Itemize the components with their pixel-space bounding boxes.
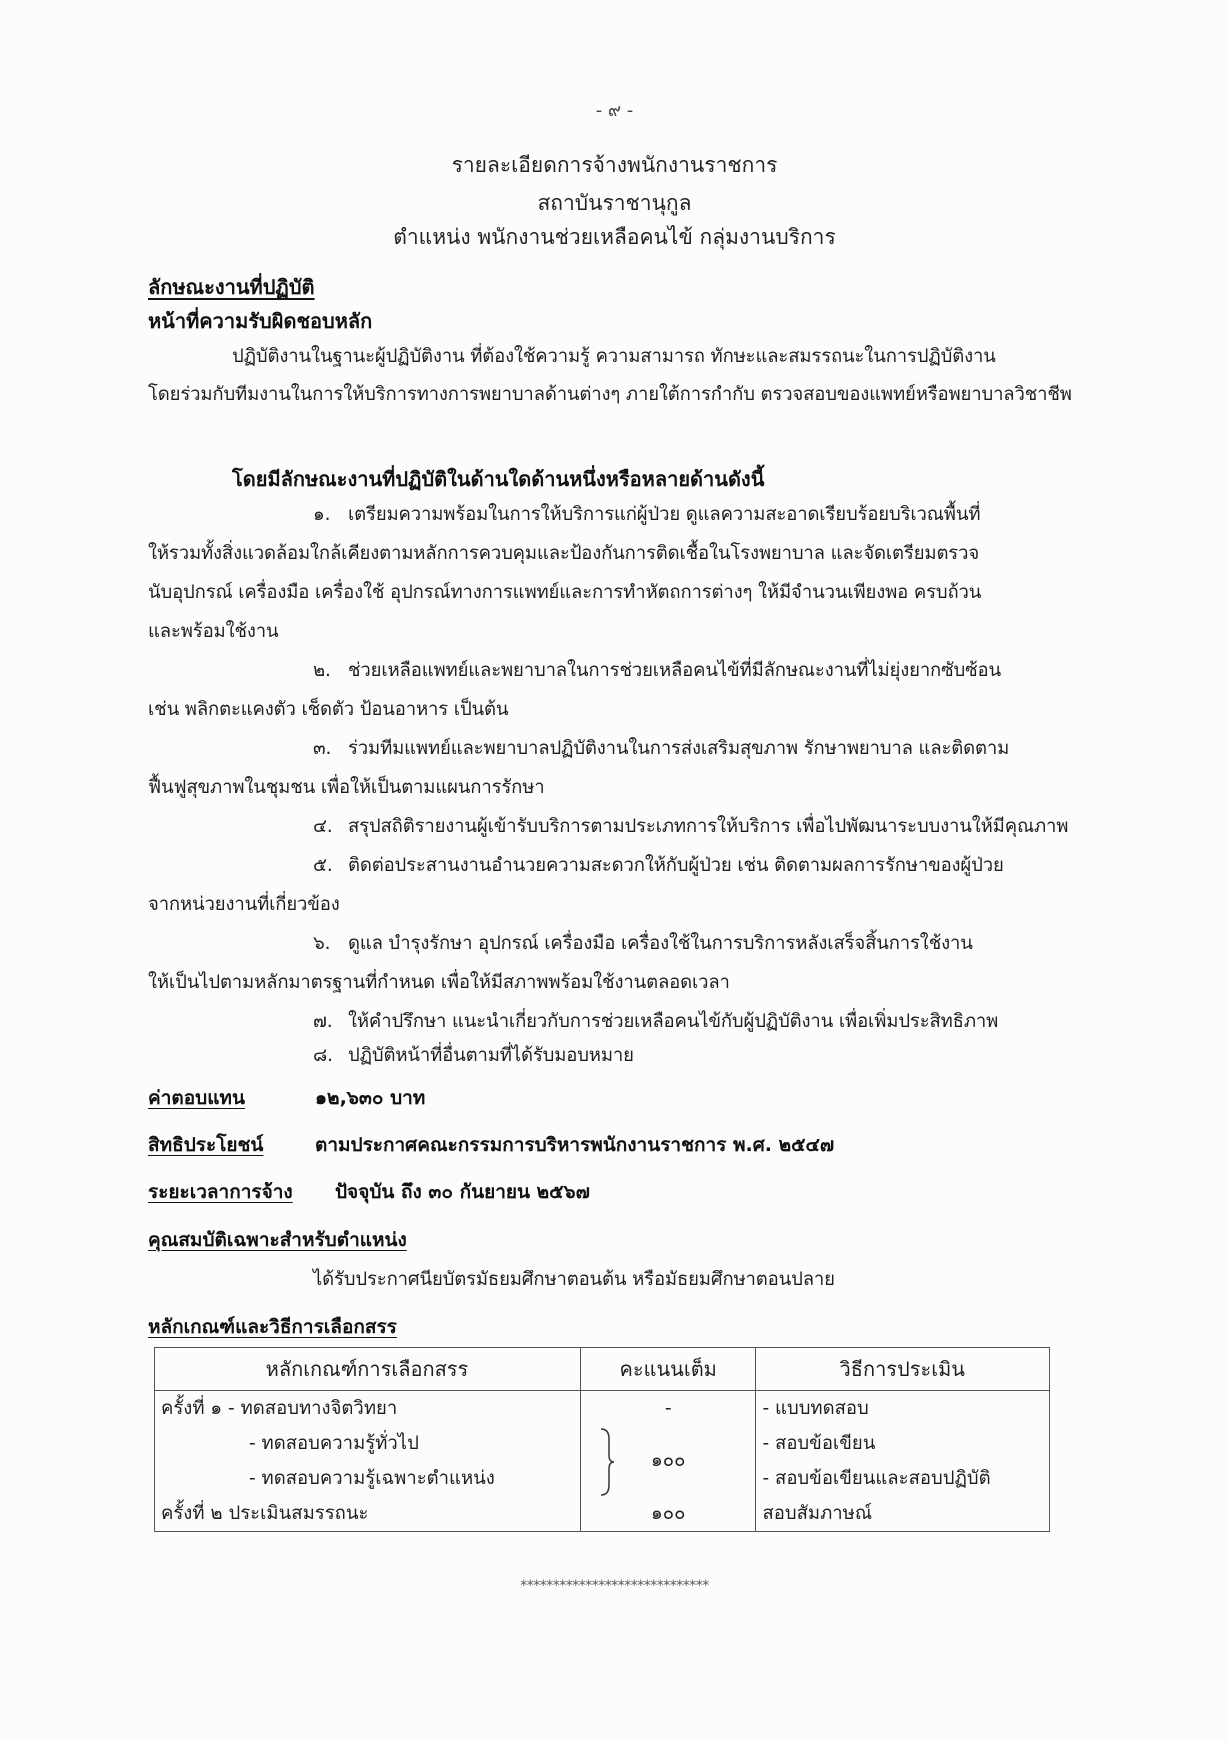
method-cell — [756, 1391, 1050, 1532]
selection-criteria-label: หลักเกณฑ์และวิธีการเลือกสรร — [148, 1316, 397, 1338]
duty-text: เช่น พลิกตะแคงตัว เช็ดตัว ป้อนอาหาร เป็นต้น — [148, 699, 509, 720]
duty-text: ร่วมทีมแพทย์และพยาบาลปฏิบัติงานในการส่งเสริมสุขภาพ รักษาพยาบาล และติดตาม — [348, 738, 1010, 759]
duty-number: ๕. — [313, 855, 333, 876]
page-number: - ๙ - — [595, 100, 634, 121]
selection-criteria-table — [154, 1347, 1050, 1532]
duty-text: สรุปสถิติรายงานผู้เข้ารับบริการตามประเภทการให้บริการ เพื่อไปพัฒนาระบบงานให้มีคุณภาพ — [348, 816, 1069, 837]
end-marker: ***************************** — [520, 1578, 709, 1594]
job-characteristics-heading: ลักษณะงานที่ปฏิบัติ — [148, 275, 315, 299]
score-cell — [580, 1391, 756, 1532]
duty-number: ๔. — [313, 816, 333, 837]
criteria-line: - ทดสอบความรู้ทั่วไป — [249, 1433, 419, 1454]
benefits-value: ตามประกาศคณะกรรมการบริหารพนักงานราชการ พ.ศ. ๒๕๔๗ — [315, 1134, 835, 1156]
method-line: - สอบข้อเขียน — [762, 1433, 876, 1454]
method-line: สอบสัมภาษณ์ — [762, 1503, 873, 1524]
criteria-line: ครั้งที่ ๒ ประเมินสมรรถนะ — [161, 1503, 369, 1524]
duty-text: ดูแล บำรุงรักษา อุปกรณ์ เครื่องมือ เครื่องใช้ในการบริการหลังเสร็จสิ้นการใช้งาน — [348, 933, 973, 954]
duty-text: ฟื้นฟูสุขภาพในชุมชน เพื่อให้เป็นตามแผนการรักษา — [148, 777, 545, 798]
method-line: - สอบข้อเขียนและสอบปฏิบัติ — [762, 1468, 991, 1489]
method-line: - แบบทดสอบ — [762, 1398, 869, 1419]
column-header-evaluation-method: วิธีการประเมิน — [756, 1348, 1050, 1391]
duty-number: ๑. — [313, 504, 331, 525]
document-title: รายละเอียดการจ้างพนักงานราชการ — [451, 153, 778, 177]
criteria-line: - ทดสอบความรู้เฉพาะตำแหน่ง — [249, 1468, 495, 1489]
score-line: - — [664, 1398, 672, 1419]
duty-number: ๓. — [313, 738, 332, 759]
benefits-label: สิทธิประโยชน์ — [148, 1134, 264, 1156]
duty-text: ช่วยเหลือแพทย์และพยาบาลในการช่วยเหลือคนไข้ที่มีลักษณะงานที่ไม่ยุ่งยากซับซ้อน — [348, 660, 1001, 681]
duty-text: เตรียมความพร้อมในการให้บริการแก่ผู้ป่วย ดูแลความสะอาดเรียบร้อยบริเวณพื้นที่ — [348, 504, 981, 525]
criteria-cell — [155, 1391, 581, 1532]
duty-number: ๘. — [313, 1045, 333, 1066]
column-header-full-score: คะแนนเต็ม — [580, 1348, 756, 1391]
duty-text: นับอุปกรณ์ เครื่องมือ เครื่องใช้ อุปกรณ์ทางการแพทย์และการทำหัตถการต่างๆ ให้มีจำนวนเพียงพอ ครบถ้วน — [148, 582, 982, 603]
duty-text: และพร้อมใช้งาน — [148, 621, 279, 642]
main-duty-line: โดยร่วมกับทีมงานในการให้บริการทางการพยาบาลด้านต่างๆ ภายใต้การกำกับ ตรวจสอบของแพทย์หรือพยาบาลวิชาชีพ — [148, 384, 1072, 405]
employment-period-value: ปัจจุบัน ถึง ๓๐ กันยายน ๒๕๖๗ — [335, 1181, 590, 1203]
duties-intro: โดยมีลักษณะงานที่ปฏิบัติในด้านใดด้านหนึ่งหรือหลายด้านดังนี้ — [232, 467, 765, 491]
duty-text: ให้คำปรึกษา แนะนำเกี่ยวกับการช่วยเหลือคนไข้กับผู้ปฏิบัติงาน เพื่อเพิ่มประสิทธิภาพ — [348, 1011, 999, 1032]
score-line: ๑๐๐ — [651, 1503, 686, 1524]
institution-name: สถาบันราชานุกูล — [537, 191, 692, 215]
compensation-label: ค่าตอบแทน — [148, 1087, 245, 1109]
column-header-criteria: หลักเกณฑ์การเลือกสรร — [155, 1348, 581, 1391]
duty-text: ปฏิบัติหน้าที่อื่นตามที่ได้รับมอบหมาย — [348, 1045, 634, 1066]
main-duty-line: ปฏิบัติงานในฐานะผู้ปฏิบัติงาน ที่ต้องใช้ความรู้ ความสามารถ ทักษะและสมรรถนะในการปฏิบัติงาน — [232, 346, 996, 367]
duty-number: ๒. — [313, 660, 331, 681]
table-header-row — [155, 1348, 1050, 1391]
duty-text: ให้เป็นไปตามหลักมาตรฐานที่กำหนด เพื่อให้มีสภาพพร้อมใช้งานตลอดเวลา — [148, 972, 730, 993]
score-line: ๑๐๐ — [651, 1450, 686, 1471]
position-title: ตำแหน่ง พนักงานช่วยเหลือคนไข้ กลุ่มงานบริการ — [393, 225, 836, 249]
criteria-line: ครั้งที่ ๑ - ทดสอบทางจิตวิทยา — [161, 1398, 398, 1419]
duty-number: ๗. — [313, 1011, 333, 1032]
duty-text: จากหน่วยงานที่เกี่ยวข้อง — [148, 894, 340, 915]
duty-number: ๖. — [313, 933, 331, 954]
table-row — [155, 1391, 1050, 1532]
main-duty-heading: หน้าที่ความรับผิดชอบหลัก — [148, 309, 373, 333]
duty-text: ให้รวมทั้งสิ่งแวดล้อมใกล้เคียงตามหลักการควบคุมและป้องกันการติดเชื้อในโรงพยาบาล และจัดเตรียมตรวจ — [148, 543, 980, 564]
employment-period-label: ระยะเวลาการจ้าง — [148, 1181, 293, 1203]
compensation-value: ๑๒,๖๓๐ บาท — [315, 1087, 426, 1109]
qualifications-value: ได้รับประกาศนียบัตรมัธยมศึกษาตอนต้น หรือมัธยมศึกษาตอนปลาย — [313, 1269, 835, 1290]
qualifications-label: คุณสมบัติเฉพาะสำหรับตำแหน่ง — [148, 1229, 407, 1251]
duty-text: ติดต่อประสานงานอำนวยความสะดวกให้กับผู้ป่วย เช่น ติดตามผลการรักษาของผู้ป่วย — [348, 855, 1004, 876]
